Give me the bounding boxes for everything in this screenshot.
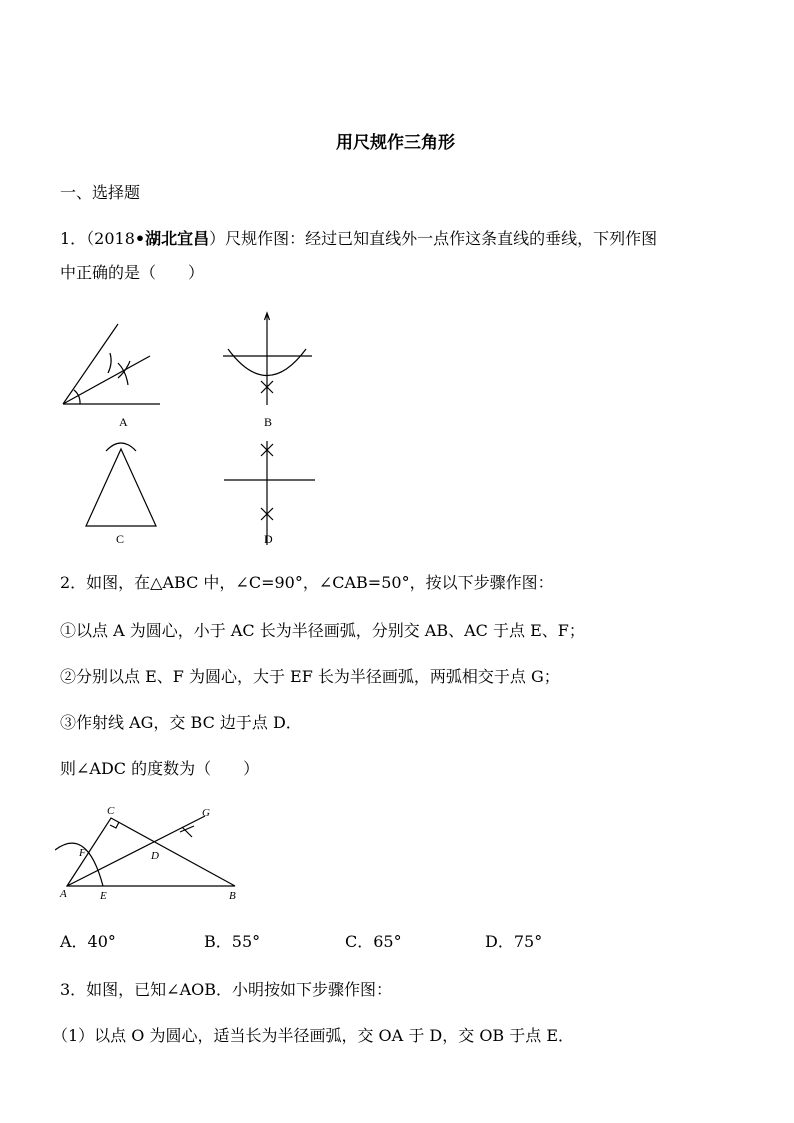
q1-number: 1．（2018 (60, 229, 135, 248)
q1-label-a: A (119, 415, 128, 429)
q1-label-b: B (264, 415, 273, 429)
q1-line2: 中正确的是（ ） (60, 263, 205, 282)
q2-step1: ①以点 A 为圆心，小于 AC 长为半径画弧，分别交 AB、AC 于点 E、F； (60, 621, 585, 640)
q2-option-b: B．55° (204, 932, 261, 951)
q2-option-d: D．75° (485, 932, 543, 951)
q1-figure-b (223, 313, 312, 405)
q2-line1: 2．如图，在△ABC 中，∠C=90°，∠CAB=50°，按以下步骤作图： (60, 573, 554, 592)
section-heading: 一、选择题 (60, 183, 141, 202)
q1-figure-c (86, 443, 156, 526)
q1-label-d: D (264, 532, 273, 546)
q1-figure-d (224, 441, 315, 545)
q2-step3: ③作射线 AG，交 BC 边于点 D． (60, 713, 302, 732)
q2-label-a: A (60, 888, 67, 900)
q3-step1: （1）以点 O 为圆心，适当长为半径画弧，交 OA 于 D，交 OB 于点 E． (52, 1026, 575, 1045)
q2-label-e: E (100, 890, 107, 902)
q1-line1 (60, 229, 657, 249)
q2-option-c: C．65° (345, 932, 402, 951)
q1-figure-a (63, 324, 160, 404)
q2-label-g: G (202, 807, 210, 819)
q1-label-c: C (116, 532, 125, 546)
q2-label-c: C (107, 805, 115, 817)
q2-label-d: D (151, 850, 159, 862)
q3-line1: 3．如图，已知∠AOB．小明按如下步骤作图： (60, 980, 393, 999)
q1-stem: ）尺规作图：经过已知直线外一点作这条直线的垂线，下列作图 (209, 229, 658, 248)
q2-step2: ②分别以点 E、F 为圆心，大于 EF 长为半径画弧，两弧相交于点 G； (60, 667, 560, 686)
q2-ask: 则∠ADC 的度数为（ ） (60, 759, 260, 778)
q2-label-b: B (229, 890, 236, 902)
q1-bullet: • (134, 229, 146, 248)
q2-option-a: A．40° (60, 932, 116, 951)
q1-source: 湖北宜昌 (145, 229, 210, 248)
q2-label-f: F (79, 847, 86, 859)
q2-figure (55, 798, 245, 908)
page-title: 用尺规作三角形 (336, 133, 455, 153)
q1-figures (50, 305, 330, 550)
